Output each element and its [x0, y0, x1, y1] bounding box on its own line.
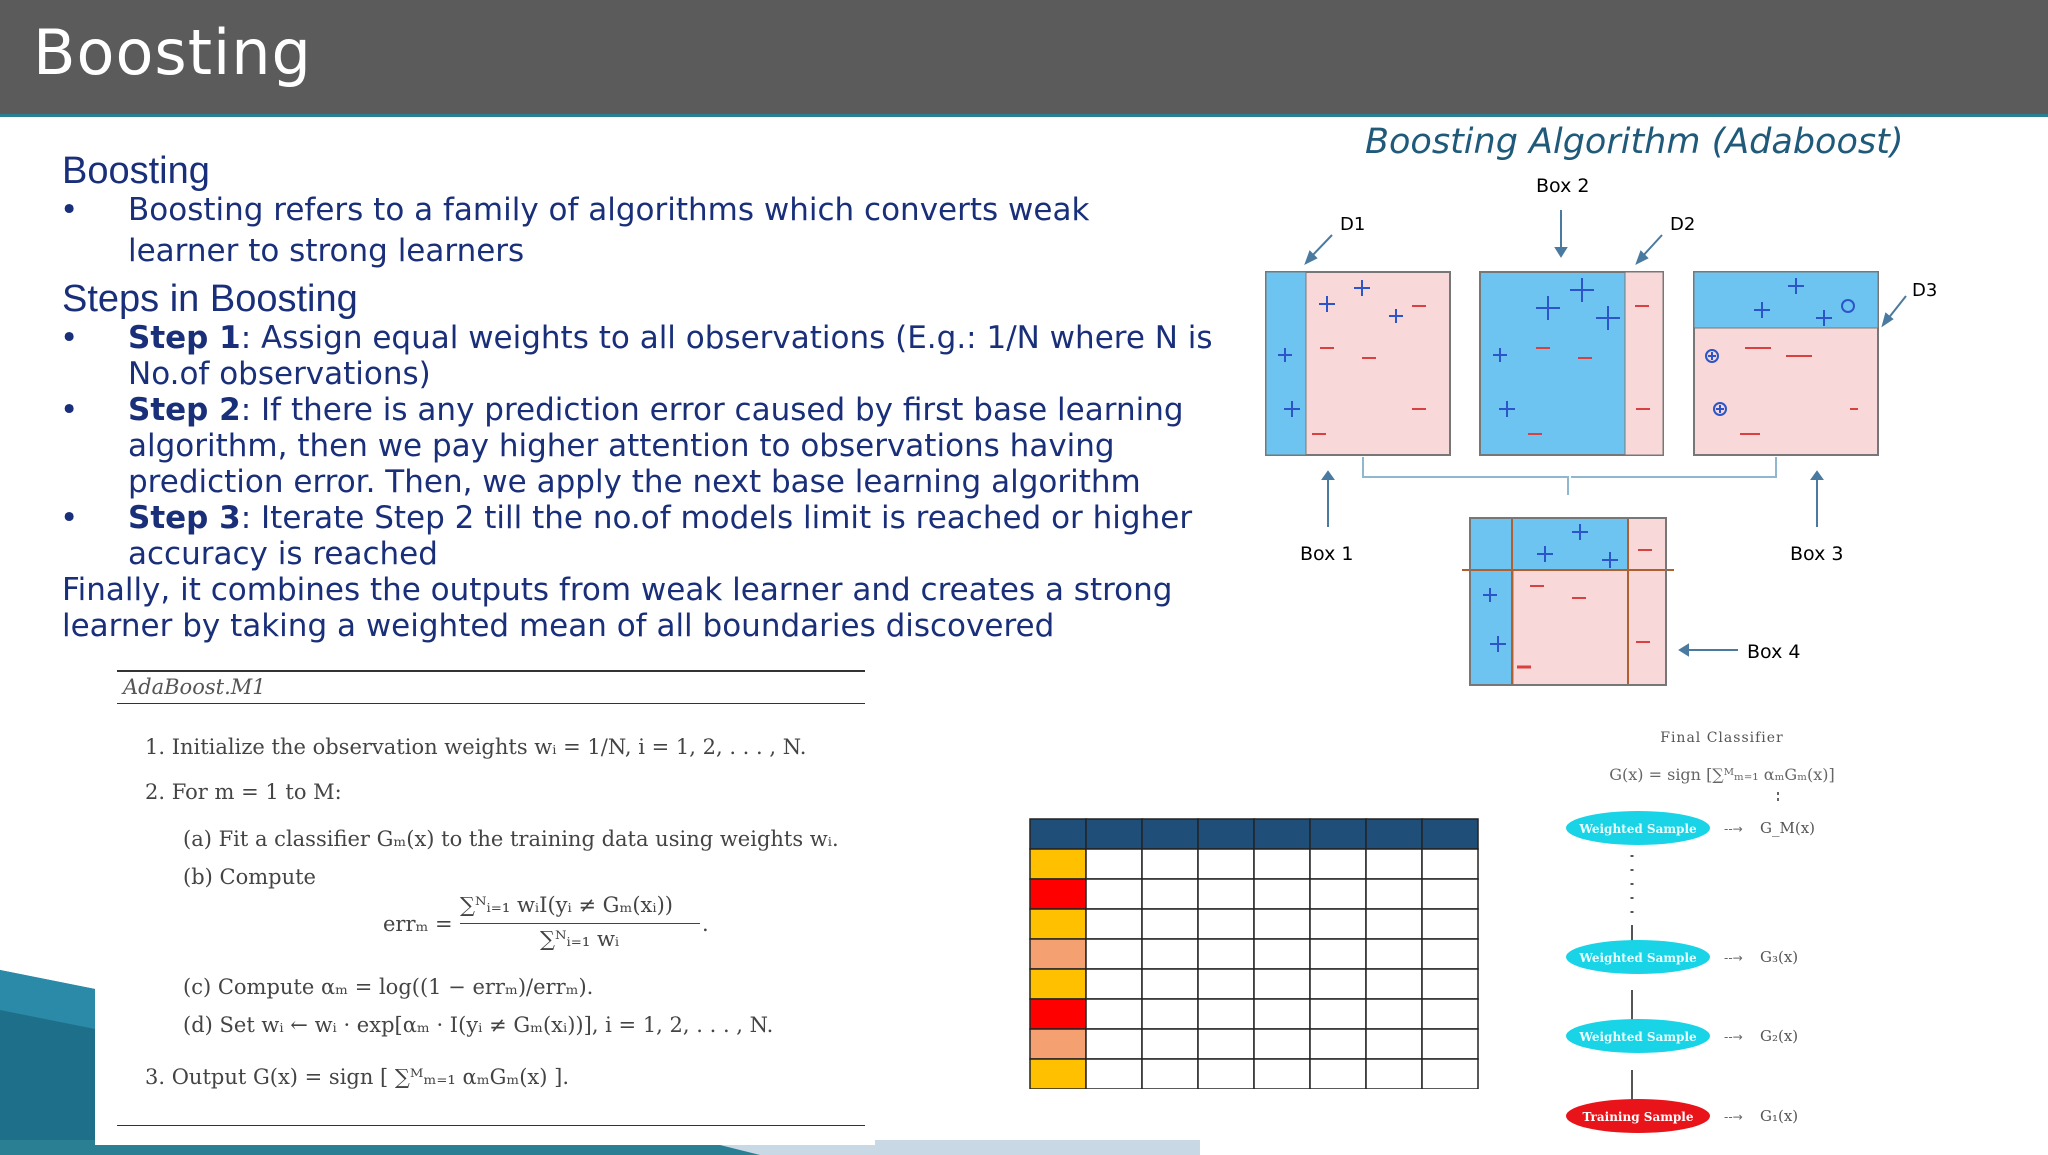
- grid-cell: [1086, 999, 1142, 1029]
- algorithm-box: [95, 665, 875, 1145]
- err-period: .: [702, 912, 709, 936]
- grid-header-cell: [1030, 819, 1086, 849]
- algo-step-1: 1. Initialize the observation weights wᵢ = 1/N, i = 1, 2, . . . , N.: [145, 735, 807, 759]
- grid-cell: [1198, 939, 1254, 969]
- node-output: G_M(x): [1760, 819, 1816, 837]
- label-box4: Box 4: [1747, 641, 1801, 663]
- node-output: G₂(x): [1760, 1027, 1799, 1045]
- grid-cell: [1254, 999, 1310, 1029]
- boosting-diagram: [1240, 168, 1960, 698]
- node-label: Weighted Sample: [1579, 951, 1697, 965]
- grid-cell: [1198, 1059, 1254, 1089]
- boosting-heading: Boosting: [62, 150, 210, 192]
- arrow-glyph: --→: [1724, 1110, 1743, 1124]
- grid-cell: [1310, 999, 1366, 1029]
- bullet-icon: •: [60, 500, 79, 536]
- step1-line-1: [128, 320, 1213, 356]
- decorative-wedge: [0, 970, 100, 1155]
- fraction-bar: [460, 923, 700, 924]
- title-bar: [0, 0, 2048, 117]
- grid-cell: [1086, 969, 1142, 999]
- grid-weight-cell: [1030, 1029, 1086, 1059]
- grid-cell: [1422, 849, 1478, 879]
- rule-bottom: [117, 1125, 865, 1126]
- grid-cell: [1086, 909, 1142, 939]
- grid-cell: [1366, 969, 1422, 999]
- arrow-glyph: --→: [1724, 822, 1743, 836]
- grid-cell: [1366, 909, 1422, 939]
- grid-cell: [1086, 1059, 1142, 1089]
- step3-text: : Iterate Step 2 till the no.of models limit is reached or higher: [240, 500, 1193, 536]
- label-d3: D3: [1912, 280, 1938, 301]
- grid-cell: [1198, 879, 1254, 909]
- step2-line-3: prediction error. Then, we apply the next base learning algorithm: [128, 464, 1141, 500]
- algo-step-2d: (d) Set wᵢ ← wᵢ · exp[αₘ · I(yᵢ ≠ Gₘ(xᵢ))], i = 1, 2, . . . , N.: [183, 1013, 774, 1037]
- steps-heading: Steps in Boosting: [62, 278, 358, 320]
- err-numerator: ∑ᴺᵢ₌₁ wᵢI(yᵢ ≠ Gₘ(xᵢ)): [460, 893, 673, 917]
- grid-header-cell: [1142, 819, 1198, 849]
- grid-cell: [1310, 1029, 1366, 1059]
- bullet-icon: •: [60, 392, 79, 428]
- grid-cell: [1310, 969, 1366, 999]
- grid-weight-cell: [1030, 909, 1086, 939]
- label-d2: D2: [1670, 214, 1696, 235]
- algo-step-2a: (a) Fit a classifier Gₘ(x) to the training data using weights wᵢ.: [183, 827, 839, 851]
- grid-cell: [1142, 1059, 1198, 1089]
- arrow-glyph: --→: [1724, 1030, 1743, 1044]
- step1-label: Step 1: [128, 320, 241, 356]
- grid-cell: [1422, 879, 1478, 909]
- err-lhs: errₘ =: [383, 912, 453, 936]
- rule-top: [117, 670, 865, 672]
- step2-label: Step 2: [128, 392, 241, 428]
- intro-line-1: Boosting refers to a family of algorithms which converts weak: [128, 192, 1090, 228]
- grid-cell: [1366, 879, 1422, 909]
- grid-cell: [1310, 1059, 1366, 1089]
- classifier-node-m: [1566, 811, 1815, 845]
- grid-cell: [1198, 969, 1254, 999]
- classifier-formula: G(x) = sign [∑ᴹₘ₌₁ αₘGₘ(x)]: [1609, 765, 1835, 784]
- grid-cell: [1142, 1029, 1198, 1059]
- grid-cell: [1422, 1059, 1478, 1089]
- label-box3: Box 3: [1790, 543, 1844, 565]
- grid-cell: [1366, 999, 1422, 1029]
- node-label: Weighted Sample: [1579, 1030, 1697, 1044]
- intro-line-2: learner to strong learners: [128, 233, 525, 269]
- conclusion-line-1: Finally, it combines the outputs from weak learner and creates a strong: [62, 572, 1173, 608]
- grid-cell: [1198, 999, 1254, 1029]
- grid-cell: [1142, 999, 1198, 1029]
- grid-header-cell: [1254, 819, 1310, 849]
- arrow-glyph: --→: [1724, 951, 1743, 965]
- grid-cell: [1142, 939, 1198, 969]
- conclusion-line-2: learner by taking a weighted mean of all boundaries discovered: [62, 608, 1055, 644]
- step2-line-1: [128, 392, 1184, 428]
- grid-cell: [1254, 969, 1310, 999]
- grid-cell: [1254, 1059, 1310, 1089]
- node-label: Weighted Sample: [1579, 822, 1697, 836]
- grid-cell: [1422, 1029, 1478, 1059]
- grid-cell: [1254, 909, 1310, 939]
- algo-step-2: 2. For m = 1 to M:: [145, 780, 342, 804]
- box2-panel: [1480, 272, 1663, 455]
- step3-line-2: accuracy is reached: [128, 536, 438, 572]
- grid-cell: [1366, 849, 1422, 879]
- grid-weight-cell: [1030, 939, 1086, 969]
- grid-cell: [1422, 909, 1478, 939]
- diagram-title: Boosting Algorithm (Adaboost): [1365, 122, 1904, 162]
- grid-cell: [1198, 1029, 1254, 1059]
- algo-step-2b: (b) Compute: [183, 865, 316, 889]
- grid-cell: [1086, 1029, 1142, 1059]
- grid-header-cell: [1198, 819, 1254, 849]
- grid-cell: [1310, 909, 1366, 939]
- grid-header-cell: [1086, 819, 1142, 849]
- grid-cell: [1086, 939, 1142, 969]
- grid-cell: [1254, 1029, 1310, 1059]
- algo-step-3: 3. Output G(x) = sign [ ∑ᴹₘ₌₁ αₘGₘ(x) ].: [145, 1065, 570, 1089]
- label-box2: Box 2: [1536, 175, 1590, 197]
- node-label: Training Sample: [1582, 1110, 1694, 1124]
- box4-panel: [1462, 518, 1674, 685]
- grid-cell: [1310, 939, 1366, 969]
- grid-cell: [1086, 849, 1142, 879]
- grid-cell: [1310, 849, 1366, 879]
- box3-panel: [1694, 272, 1878, 455]
- classifier-node-1: [1566, 1099, 1798, 1133]
- label-box1: Box 1: [1300, 543, 1354, 565]
- grid-cell: [1142, 909, 1198, 939]
- step3-label: Step 3: [128, 500, 241, 536]
- classifier-flow: [1560, 720, 1960, 1140]
- grid-header-cell: [1310, 819, 1366, 849]
- grid-cell: [1254, 879, 1310, 909]
- grid-weight-cell: [1030, 969, 1086, 999]
- grid-cell: [1142, 879, 1198, 909]
- err-denominator: ∑ᴺᵢ₌₁ wᵢ: [540, 927, 620, 951]
- grid-cell: [1142, 969, 1198, 999]
- step1-line-2: No.of observations): [128, 356, 431, 392]
- grid-cell: [1198, 909, 1254, 939]
- grid-weight-cell: [1030, 849, 1086, 879]
- classifier-node-2: [1566, 1019, 1798, 1053]
- slide-title: Boosting: [33, 16, 312, 89]
- classifier-node-3: [1566, 940, 1798, 974]
- algorithm-title: AdaBoost.M1: [123, 675, 266, 699]
- connector-brace: [1363, 457, 1776, 495]
- grid-weight-cell: [1030, 1059, 1086, 1089]
- label-d1: D1: [1340, 214, 1366, 235]
- classifier-title: Final Classifier: [1660, 730, 1784, 746]
- step2-line-2: algorithm, then we pay higher attention to observations having: [128, 428, 1115, 464]
- grid-weight-cell: [1030, 879, 1086, 909]
- node-output: G₁(x): [1760, 1107, 1799, 1125]
- weight-grid: [1028, 817, 1480, 1089]
- algo-step-2c: (c) Compute αₘ = log((1 − errₘ)/errₘ).: [183, 975, 594, 999]
- grid-cell: [1422, 939, 1478, 969]
- grid-cell: [1254, 849, 1310, 879]
- grid-cell: [1310, 879, 1366, 909]
- grid-cell: [1366, 939, 1422, 969]
- box1-panel: [1266, 272, 1450, 455]
- grid-header-cell: [1422, 819, 1478, 849]
- grid-cell: [1198, 849, 1254, 879]
- step3-line-1: [128, 500, 1192, 536]
- grid-weight-cell: [1030, 999, 1086, 1029]
- grid-cell: [1422, 999, 1478, 1029]
- bullet-icon: •: [60, 320, 79, 356]
- node-output: G₃(x): [1760, 948, 1799, 966]
- grid-header-cell: [1366, 819, 1422, 849]
- step1-text: : Assign equal weights to all observations (E.g.: 1/N where N is: [240, 320, 1213, 356]
- bullet-icon: •: [60, 192, 79, 228]
- grid-cell: [1254, 939, 1310, 969]
- rule-mid: [117, 703, 865, 704]
- grid-cell: [1366, 1059, 1422, 1089]
- grid-cell: [1422, 969, 1478, 999]
- step2-text: : If there is any prediction error caused by first base learning: [240, 392, 1184, 428]
- grid-cell: [1086, 879, 1142, 909]
- grid-cell: [1366, 1029, 1422, 1059]
- grid-cell: [1142, 849, 1198, 879]
